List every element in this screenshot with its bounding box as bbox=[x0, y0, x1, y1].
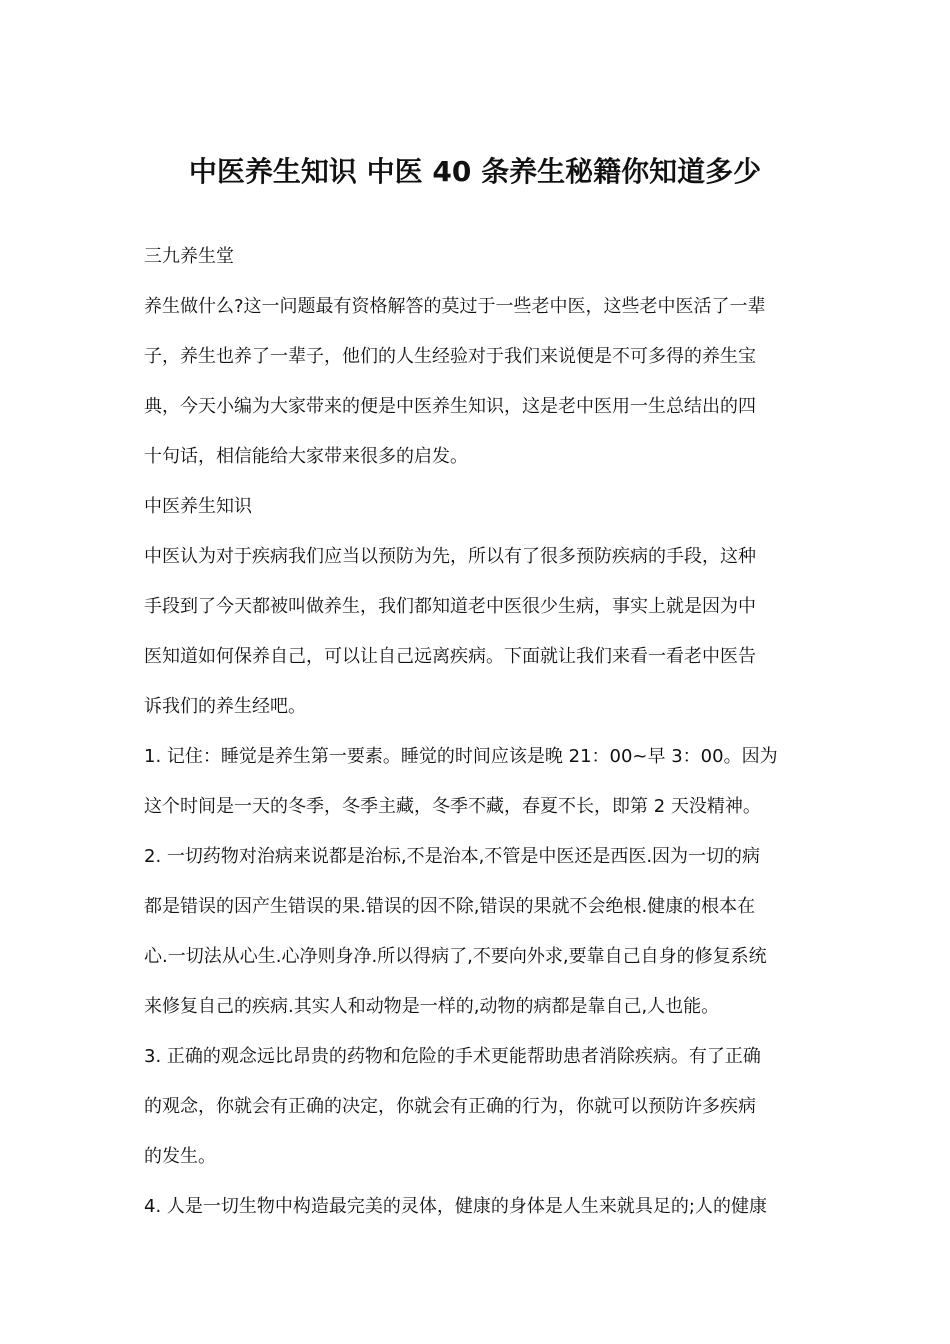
text-line: 手段到了今天都被叫做养生，我们都知道老中医很少生病，事实上就是因为中 bbox=[144, 596, 756, 617]
text-line: 的发生。 bbox=[144, 1146, 216, 1167]
text-line: 子，养生也养了一辈子，他们的人生经验对于我们来说便是不可多得的养生宝 bbox=[144, 346, 756, 367]
text-line: 4. 人是一切生物中构造最完美的灵体，健康的身体是人生来就具足的;人的健康 bbox=[144, 1196, 767, 1217]
text-line: 1. 记住：睡觉是养生第一要素。睡觉的时间应该是晚 21：00~早 3：00。因为 bbox=[144, 746, 778, 767]
text-line: 这个时间是一天的冬季，冬季主藏，冬季不藏，春夏不长，即第 2 天没精神。 bbox=[144, 796, 761, 817]
text-line: 养生做什么?这一问题最有资格解答的莫过于一些老中医，这些老中医活了一辈 bbox=[144, 296, 766, 317]
document-title: 中医养生知识 中医 40 条养生秘籍你知道多少 bbox=[188, 154, 762, 188]
text-line: 中医认为对于疾病我们应当以预防为先，所以有了很多预防疾病的手段，这种 bbox=[144, 546, 756, 567]
text-line: 来修复自己的疾病.其实人和动物是一样的,动物的病都是靠自己,人也能。 bbox=[144, 996, 720, 1017]
text-line: 典，今天小编为大家带来的便是中医养生知识，这是老中医用一生总结出的四 bbox=[144, 396, 756, 417]
text-line: 3. 正确的观念远比昂贵的药物和危险的手术更能帮助患者消除疾病。有了正确 bbox=[144, 1046, 761, 1067]
text-line: 诉我们的养生经吧。 bbox=[144, 696, 306, 717]
document-body bbox=[144, 232, 808, 1232]
section-heading: 中医养生知识 bbox=[144, 496, 252, 517]
text-line: 十句话，相信能给大家带来很多的启发。 bbox=[144, 446, 468, 467]
text-line: 2. 一切药物对治病来说都是治标,不是治本,不管是中医还是西医.因为一切的病 bbox=[144, 846, 761, 867]
text-line: 的观念，你就会有正确的决定，你就会有正确的行为，你就可以预防许多疾病 bbox=[144, 1096, 756, 1117]
text-line: 都是错误的因产生错误的果.错误的因不除,错误的果就不会绝根.健康的根本在 bbox=[144, 896, 756, 917]
text-line-source: 三九养生堂 bbox=[144, 246, 234, 267]
text-line: 医知道如何保养自己，可以让自己远离疾病。下面就让我们来看一看老中医告 bbox=[144, 646, 756, 667]
text-line: 心.一切法从心生.心净则身净.所以得病了,不要向外求,要靠自己自身的修复系统 bbox=[144, 946, 767, 967]
